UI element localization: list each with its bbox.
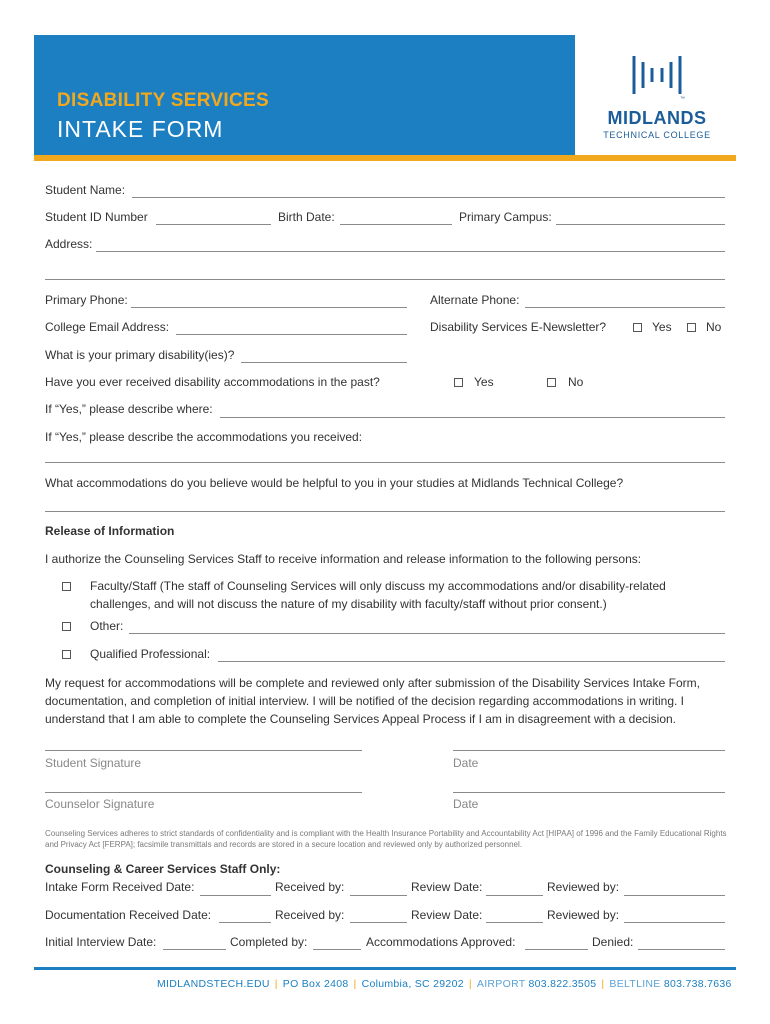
intake-review-date-field[interactable]: [486, 895, 543, 896]
past-accommodations-label: Have you ever received disability accommodations in the past?: [45, 375, 380, 389]
documentation-reviewed-by-field[interactable]: [624, 922, 725, 923]
header-accent-line: [34, 155, 736, 161]
primary-disability-field[interactable]: [241, 362, 407, 363]
address-field[interactable]: [96, 251, 725, 252]
release-qualified-field[interactable]: [218, 661, 725, 662]
release-other-field[interactable]: [129, 633, 725, 634]
college-email-field[interactable]: [176, 334, 407, 335]
helpful-accommodations-field[interactable]: [45, 511, 725, 512]
student-signature-date-field[interactable]: [453, 750, 725, 751]
enewsletter-yes-label: Yes: [652, 320, 672, 334]
student-signature-field[interactable]: [45, 750, 362, 751]
interview-date-field[interactable]: [163, 949, 226, 950]
alternate-phone-field[interactable]: [525, 307, 725, 308]
denied-label: Denied:: [592, 935, 634, 949]
accommodations-approved-label: Accommodations Approved:: [366, 935, 516, 949]
release-authorize-text: I authorize the Counseling Services Staff to receive information and release information to the following persons:: [45, 552, 642, 566]
student-id-field[interactable]: [156, 224, 271, 225]
completed-by-label: Completed by:: [230, 935, 308, 949]
student-id-label: Student ID Number: [45, 210, 148, 224]
alternate-phone-label: Alternate Phone:: [430, 293, 520, 307]
footer-contact: MIDLANDSTECH.EDU | PO Box 2408 | Columbia, SC 29202 | AIRPORT 803.822.3505 | BELTLINE 803.738.7636: [157, 978, 732, 990]
student-name-field[interactable]: [132, 197, 725, 198]
footer-website-link[interactable]: MIDLANDSTECH.EDU: [157, 978, 270, 990]
past-accommodations-yes-checkbox[interactable]: [454, 378, 463, 387]
primary-disability-label: What is your primary disability(ies)?: [45, 348, 235, 362]
address-field-line2[interactable]: [45, 279, 725, 280]
documentation-reviewed-by-label: Reviewed by:: [547, 908, 620, 922]
footer-airport-phone: 803.822.3505: [528, 978, 597, 990]
intake-reviewed-by-label: Reviewed by:: [547, 880, 620, 894]
confidentiality-notice: Counseling Services adheres to strict standards of confidentiality and is compliant with the Health Insurance Portability and Accountability Act [HIPAA] of 1996 and the Family Educational Rights and Privacy Act [FERPA]; facsimile transmittals and records are stored in a secure location and reviewed only by authorized personnel.: [45, 829, 727, 849]
release-other-checkbox[interactable]: [62, 622, 71, 631]
staff-only-heading: Counseling & Career Services Staff Only:: [45, 862, 281, 876]
footer-beltline-label: BELTLINE: [609, 978, 661, 990]
if-yes-where-label: If “Yes,” please describe where:: [45, 402, 213, 416]
release-faculty-checkbox[interactable]: [62, 582, 71, 591]
enewsletter-yes-checkbox[interactable]: [633, 323, 642, 332]
documentation-received-label: Documentation Received Date:: [45, 908, 212, 922]
birth-date-field[interactable]: [340, 224, 452, 225]
counselor-date-label: Date: [453, 797, 479, 811]
release-faculty-text-line2: challenges, and will not discuss the nature of my disability with faculty/staff without prior consent.): [90, 597, 607, 611]
past-accommodations-no-label: No: [568, 375, 584, 389]
intake-reviewed-by-field[interactable]: [624, 895, 725, 896]
primary-phone-label: Primary Phone:: [45, 293, 128, 307]
footer-po-box: PO Box 2408: [282, 978, 349, 990]
student-name-label: Student Name:: [45, 183, 126, 197]
college-email-label: College Email Address:: [45, 320, 170, 334]
enewsletter-no-label: No: [706, 320, 722, 334]
past-accommodations-no-checkbox[interactable]: [547, 378, 556, 387]
intake-received-field[interactable]: [200, 895, 271, 896]
release-qualified-checkbox[interactable]: [62, 650, 71, 659]
primary-phone-field[interactable]: [131, 307, 407, 308]
accommodations-approved-field[interactable]: [525, 949, 588, 950]
helpful-accommodations-label: What accommodations do you believe would be helpful to you in your studies at Midlands Technical College?: [45, 476, 624, 490]
college-logo-icon: [630, 50, 686, 102]
past-accommodations-yes-label: Yes: [474, 375, 494, 389]
intake-review-date-label: Review Date:: [411, 880, 483, 894]
footer-line: [34, 967, 736, 970]
documentation-received-by-label: Received by:: [275, 908, 345, 922]
enewsletter-no-checkbox[interactable]: [687, 323, 696, 332]
college-logo-name: MIDLANDS: [607, 108, 707, 128]
completed-by-field[interactable]: [313, 949, 361, 950]
release-other-label: Other:: [90, 619, 124, 633]
counselor-signature-date-field[interactable]: [453, 792, 725, 793]
release-faculty-text-line1: Faculty/Staff (The staff of Counseling Services will only discuss my accommodations and/or disability-related: [90, 579, 666, 593]
if-yes-where-field[interactable]: [220, 417, 725, 418]
intake-received-by-field[interactable]: [350, 895, 407, 896]
release-heading: Release of Information: [45, 524, 175, 538]
form-title: INTAKE FORM: [57, 116, 224, 142]
release-qualified-label: Qualified Professional:: [90, 647, 211, 661]
enewsletter-label: Disability Services E-Newsletter?: [430, 320, 607, 334]
form-department-title: DISABILITY SERVICES: [57, 90, 269, 111]
birth-date-label: Birth Date:: [278, 210, 335, 224]
student-date-label: Date: [453, 756, 479, 770]
denied-field[interactable]: [638, 949, 725, 950]
primary-campus-field[interactable]: [556, 224, 725, 225]
primary-campus-label: Primary Campus:: [459, 210, 552, 224]
footer-city: Columbia, SC 29202: [361, 978, 464, 990]
counselor-signature-field[interactable]: [45, 792, 362, 793]
footer-airport-label: AIRPORT: [476, 978, 526, 990]
documentation-review-date-label: Review Date:: [411, 908, 483, 922]
interview-date-label: Initial Interview Date:: [45, 935, 157, 949]
documentation-received-field[interactable]: [219, 922, 271, 923]
address-label: Address:: [45, 237, 93, 251]
documentation-review-date-field[interactable]: [486, 922, 543, 923]
if-yes-accommodations-label: If “Yes,” please describe the accommodations you received:: [45, 430, 363, 444]
documentation-received-by-field[interactable]: [350, 922, 407, 923]
college-logo-subtitle: TECHNICAL COLLEGE: [603, 130, 711, 140]
trademark-mark: ™: [680, 96, 685, 102]
intake-received-label: Intake Form Received Date:: [45, 880, 195, 894]
request-statement: My request for accommodations will be complete and reviewed only after submission of the Disability Services Intake Form, documentation, and completion of initial interview. I will be notified of the decision regarding accommodations in writing. I understand that I am able to complete the Counseling Services Appeal Process if I am in disagreement with a decision.: [45, 676, 700, 726]
footer-beltline-phone: 803.738.7636: [663, 978, 732, 990]
counselor-signature-label: Counselor Signature: [45, 797, 155, 811]
intake-received-by-label: Received by:: [275, 880, 345, 894]
student-signature-label: Student Signature: [45, 756, 142, 770]
if-yes-accommodations-field[interactable]: [45, 462, 725, 463]
